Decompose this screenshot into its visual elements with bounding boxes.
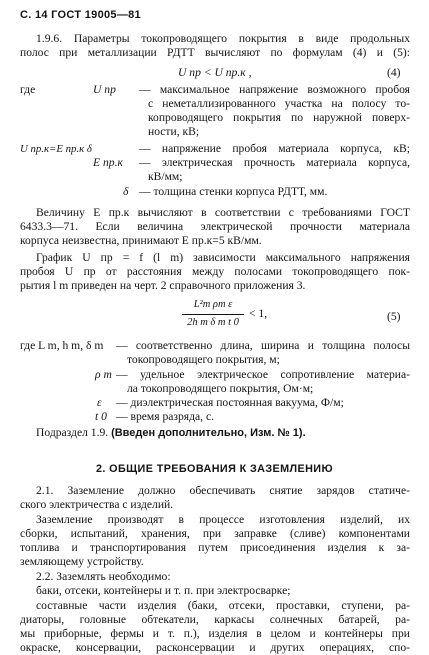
fraction-numerator: L²m ρm ε: [193, 299, 233, 310]
text-line: График U пр = f (l m) зависимости максимального напряжения: [36, 251, 410, 264]
text-line: рытия l m приведен на черт. 2 справочного приложения 3.: [20, 279, 306, 292]
text-line: корпуса неизвестна, принимают E пр.к=5 кВ/мм.: [20, 234, 262, 247]
text-line: 1.9.6. Параметры токопроводящего покрытия в виде продольных: [36, 32, 410, 45]
definition-line: — электрическая прочность материала корпуса,: [139, 156, 410, 169]
symbol: δ: [123, 185, 129, 198]
where-label: где L m, h m, δ m: [20, 339, 104, 352]
formula-number: (4): [387, 66, 401, 79]
formula-relation: < 1,: [249, 307, 268, 320]
text-line: полос при металлизации РДТТ вычисляют по формулам (4) и (5):: [20, 46, 410, 59]
text-line: составные части изделия (баки, отсеки, проставки, ступени, ра-: [36, 599, 410, 612]
where-label: где: [20, 83, 36, 96]
text-line: ского электричества с изделий.: [20, 498, 174, 511]
text-line: Заземление производят в процессе изготовления изделий, их: [36, 513, 410, 526]
page-header: С. 14 ГОСТ 19005—81: [20, 9, 141, 21]
fraction-denominator: 2h m δ m t 0: [187, 317, 239, 328]
text-line: пробоя U пр от расстояния между полосами токопроводящего пок-: [20, 265, 410, 278]
formula-5-fraction: [182, 298, 244, 332]
text-line: земляющему устройству.: [20, 555, 144, 568]
section-heading: 2. ОБЩИЕ ТРЕБОВАНИЯ К ЗАЗЕМЛЕНИЮ: [95, 463, 334, 475]
definition-line: — толщина стенки корпуса РДТТ, мм.: [139, 185, 328, 198]
definition-line: — максимальное напряжение возможного пробоя: [139, 83, 410, 96]
symbol: E пр.к: [93, 156, 123, 169]
definition-line: — время разряда, с.: [116, 410, 215, 423]
definition-line: ла токопроводящего покрытия, Ом·м;: [127, 382, 314, 395]
text-line: мы приборные, фермы и т. п.), изделия в целом и контейнеры при: [20, 627, 410, 640]
text-line: сборки, испытаний, хранения, при заправке (сливе) компонентами: [20, 527, 410, 540]
text-line: 2.2. Заземлять необходимо:: [36, 570, 171, 583]
fraction-bar: [182, 314, 244, 315]
text-line: диаторы, головные обтекатели, каркасы солнечных батарей, ра-: [20, 613, 410, 626]
amendment-ref: Подраздел 1.9.: [36, 426, 109, 439]
definition-line: копроводящего покрытия по наружной поверх-: [148, 111, 410, 124]
text-line: 2.1. Заземление должно обеспечивать снятие зарядов статиче-: [36, 484, 410, 497]
text-line: баки, отсеки, контейнеры и т. п. при электросварке;: [36, 584, 291, 597]
amendment-text: (Введен дополнительно, Изм. № 1).: [111, 427, 306, 439]
text-line: Величину E пр.к вычисляют в соответствии с требованиями ГОСТ: [36, 206, 410, 219]
definition-line: — диэлектрическая постоянная вакуума, Ф/м;: [116, 396, 344, 409]
amendment-note: [36, 426, 306, 440]
text-line: топлива и транспортирования путем присоединения изделия к за-: [20, 541, 410, 554]
symbol: ρ m: [95, 368, 112, 381]
text-line: 6433.3—71. Если величина электрической прочности материала: [20, 220, 410, 233]
definition-line: — соответственно длина, ширина и толщина полосы: [116, 339, 410, 352]
definition-line: — напряжение пробоя материала корпуса, кВ;: [139, 142, 410, 155]
symbol: ε: [97, 396, 102, 409]
definition-line: ности, кВ;: [148, 125, 200, 138]
text-line: окраске, консервации, расконсервации и других операциях, спо-: [20, 641, 410, 654]
definition-line: — удельное электрическое сопротивление материа-: [116, 368, 410, 381]
symbol: U пр: [93, 83, 116, 96]
definition-line: кВ/мм;: [148, 170, 183, 183]
definition-line: токопроводящего покрытия, м;: [127, 353, 280, 366]
formula-4: U пр < U пр.к ,: [178, 66, 252, 79]
symbol: t 0: [95, 410, 107, 423]
definition-line: с неметаллизированного участка на полосу то-: [148, 97, 410, 110]
formula-number: (5): [387, 310, 401, 323]
symbol: U пр.к=E пр.к δ: [20, 143, 92, 155]
